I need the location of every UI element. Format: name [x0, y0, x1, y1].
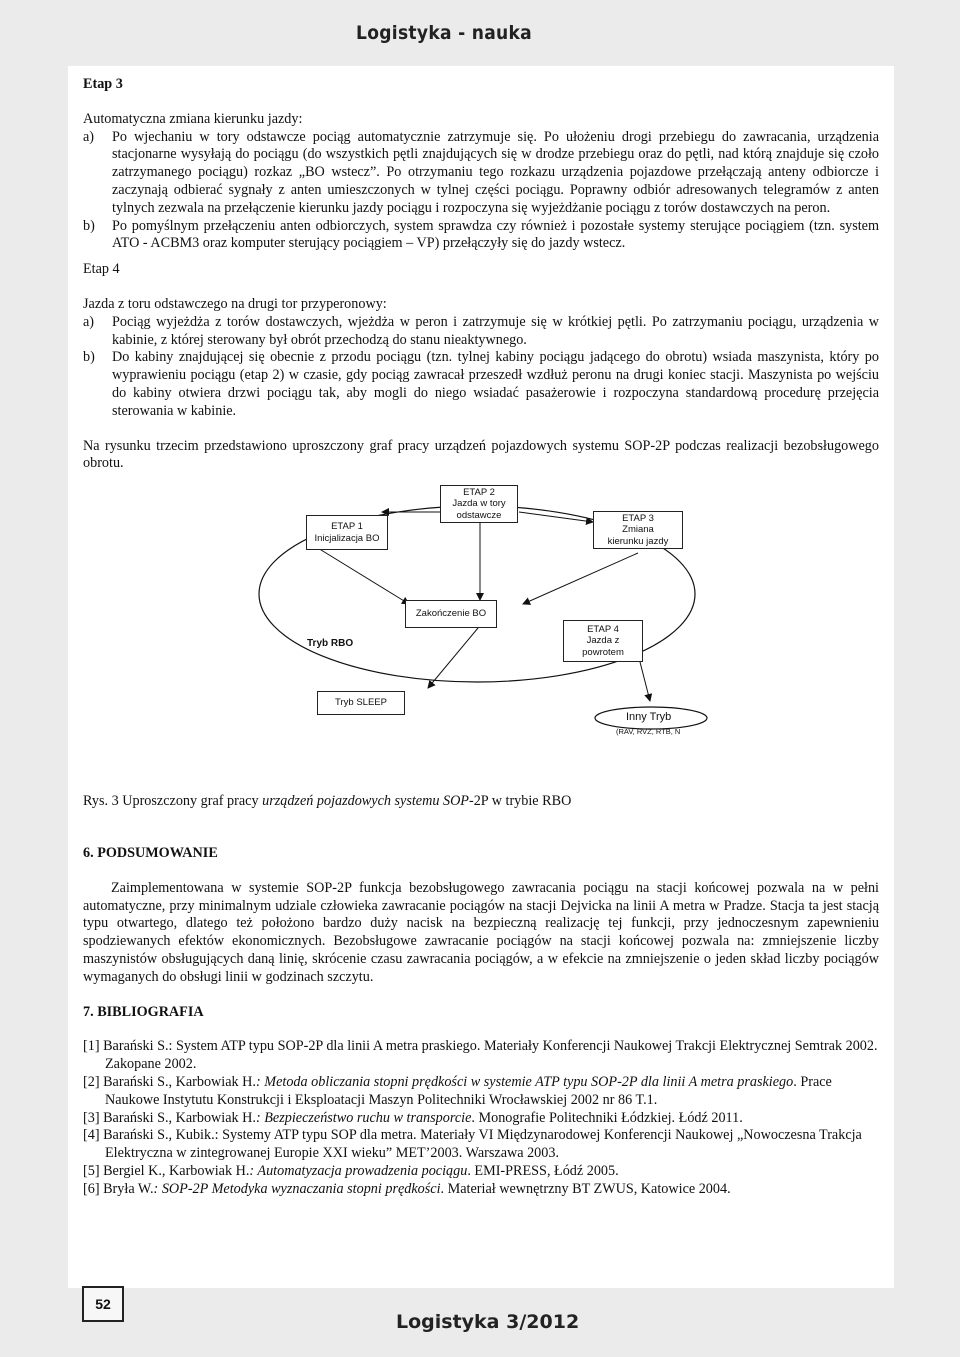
list-text: Pociąg wyjeżdża z torów dostawczych, wjeżdża w peron i zatrzymuje się w krótkiej pętli. Po zatrzymaniu pociągu, urządzenia w kabinie, z której sterowany był obrót przechodzą do stanu nieaktywnego. — [112, 313, 879, 348]
page-number: 52 — [82, 1286, 124, 1322]
caption-text: Rys. 3 Uproszczony graf pracy — [83, 793, 263, 810]
bib-author: Barański S. — [103, 1038, 169, 1055]
tryb-sleep-node — [317, 691, 405, 715]
bib-author: Barański S., Karbowiak H. — [103, 1073, 256, 1090]
bib-rest: . Materiały VI Międzynarodowej Konferencji Naukowej „Nowoczesna Trakcja Elektryczna w zintegrowanej Europie XXI wieku” MET’2003. Warszawa 2003. — [105, 1127, 862, 1162]
node-line: ETAP 1 — [331, 521, 363, 533]
bib-num: [1] — [83, 1038, 104, 1055]
inny-tryb-label: Inny Tryb — [626, 711, 672, 724]
edge-etap1-zakonczenie — [313, 545, 409, 604]
bib-author: Bergiel K., Karbowiak H. — [103, 1162, 250, 1179]
list-item — [83, 349, 879, 420]
bib-num: [6] — [83, 1180, 104, 1197]
node-line: Jazda z — [586, 635, 620, 647]
bib-title: : Systemy ATP typu SOP dla metra — [214, 1127, 413, 1144]
bib-item — [83, 1181, 879, 1199]
node-line: ETAP 3 — [622, 512, 654, 524]
article-content — [83, 76, 879, 1198]
inny-tryb-sub: (RAV, RVZ, RTB, N — [616, 727, 681, 737]
bib-author: Barański S., Kubik. — [103, 1127, 215, 1144]
bib-item — [83, 1110, 879, 1128]
etap3-node — [593, 511, 683, 549]
node-line: powrotem — [582, 646, 624, 658]
bib-num: [5] — [83, 1162, 104, 1179]
edge-zakonczenie-sleep — [428, 628, 478, 688]
etap2-node — [440, 485, 518, 523]
bib-title: : SOP-2P Metodyka wyznaczania stopni prędkości — [153, 1180, 441, 1197]
bib-item — [83, 1163, 879, 1181]
bib-item — [83, 1074, 879, 1110]
node-line: kierunku jazdy — [607, 535, 669, 547]
bib-rest: . Materiał wewnętrzny BT ZWUS, Katowice 2004. — [440, 1180, 731, 1197]
list-label: a) — [83, 128, 95, 145]
bib-num: [3] — [83, 1109, 104, 1126]
node-line: Jazda w tory — [452, 498, 506, 510]
bib-num: [2] — [83, 1073, 104, 1090]
diagram-edges — [83, 485, 879, 785]
bib-rest: . Monografie Politechniki Łódzkiej. Łódź 2011. — [471, 1109, 743, 1126]
work-graph-diagram — [83, 485, 879, 785]
bib-title: : Automatyzacja prowadzenia pociągu — [249, 1162, 468, 1179]
section6-text: Zaimplementowana w systemie SOP-2P funkcja bezobsługowego zawracania pociągu na stacji końcowej pozwala na w pełni automatyczne, przy minimalnym udziale człowieka zawracanie pociągów na stacji Dejvicka na linii A metra w Pradze. Stacja ta jest stacją typu otwartego, dlatego też położono bardzo duży nacisk na bezpieczną realizację tej funkcji, przy jednoczesnym zapewnieniu spodziewanych efektów ekonomicznych. Bezobsługowe zawracanie pociągów na stacji końcowej pozwala na: zmniejszenie liczby maszynistów obsługujących daną linię, skrócenie czasu zawracania pociągów, a w efekcie na zmniejszenie o jeden skład liczby pociągów wymaganych do obsługi linii w godzinach szczytu. — [83, 879, 879, 985]
etap4-node — [563, 620, 643, 662]
list-item — [83, 218, 879, 254]
zakonczenie-node — [405, 600, 497, 628]
list-item — [83, 129, 879, 218]
list-label: a) — [83, 313, 95, 330]
list-text: Po pomyślnym przełączeniu anten odbiorczych, system sprawdza czy również i pozostałe systemy sterujące pociągiem (tzn. system ATO - ACBM3 oraz komputer sterujący pociągiem – VP) przełączyły się do jazdy wstecz. — [112, 217, 879, 252]
section6-heading: 6. PODSUMOWANIE — [83, 844, 218, 861]
node-line: Tryb SLEEP — [335, 697, 387, 709]
caption-suffix: -2P w trybie RBO — [468, 793, 572, 810]
node-line: ETAP 4 — [587, 623, 619, 635]
journal-footer: Logistyka 3/2012 — [396, 1311, 580, 1333]
node-line: odstawcze — [456, 509, 502, 521]
node-line: Inicjalizacja BO — [314, 532, 380, 544]
bib-item — [83, 1127, 879, 1163]
node-line: Zakończenie BO — [415, 608, 487, 620]
bib-rest: . Materiały Konferencji Naukowej Trakcji Elektrycznej Semtrak 2002. Zakopane 2002. — [105, 1038, 878, 1073]
etap4-heading: Etap 4 — [83, 261, 120, 278]
bibliography-list — [83, 1038, 879, 1198]
journal-header: Logistyka - nauka — [356, 22, 532, 44]
edge-etap3-zakonczenie — [523, 553, 638, 604]
bib-item — [83, 1038, 879, 1074]
figure-caption — [83, 793, 879, 811]
figure-intro: Na rysunku trzecim przedstawiono uproszczony graf pracy urządzeń pojazdowych systemu SOP-2P podczas realizacji bezobsługowego obrotu. — [83, 437, 879, 472]
etap4-intro: Jazda z toru odstawczego na drugi tor przyperonowy: — [83, 295, 387, 312]
node-line: Zmiana — [622, 524, 654, 536]
list-label: b) — [83, 217, 95, 234]
list-text: Po wjechaniu w tory odstawcze pociąg automatycznie zatrzymuje się. Po ułożeniu drogi przebiegu do zawracania, urządzenia stacjonarne wysyłają do pociągu (do wszystkich pętli znajdujących się w drodze przebiegu oraz do pętli, nad którą znajduje się czoło zatrzymanego pociągu) rozkaz „BO wstecz”. Po otrzymaniu tego rozkazu urządzenia pojazdowe przełączają anteny odbiorcze i zaczynają odbierać sygnały z anten umieszczonych w tylnej części pociągu. Poprawny odbiór adresowanych telegramów z anten tylnych zezwala na przełączenie kierunku jazdy pociągu i rozpoczyna się wyjeżdżanie pociągu z torów dostawczych na peron. — [112, 128, 879, 216]
bib-author: Bryła W. — [103, 1180, 154, 1197]
section7-heading: 7. BIBLIOGRAFIA — [83, 1003, 204, 1020]
node-line: ETAP 2 — [463, 486, 495, 498]
bib-title: : Metoda obliczania stopni prędkości w systemie ATP typu SOP-2P dla linii A metra praskiego — [255, 1073, 794, 1090]
list-text: Do kabiny znajdującej się obecnie z przodu pociągu (tzn. tylnej kabiny pociągu jadącego do obrotu) wsiada maszynista, który po wyprawieniu pociągu (etap 2) w czasie, gdy pociąg zawracał przeszedł wzdłuż peronu na drugi koniec stacji. Maszynista po wejściu do kabiny otwiera drzwi pociągu tak, aby mogli do niego wsiadać pasażerowie i rozpoczyna standardową procedurę przejęcia sterowania w kabinie. — [112, 349, 879, 419]
tryb-rbo-label: Tryb RBO — [307, 638, 354, 650]
caption-italic: urządzeń pojazdowych systemu SOP — [262, 793, 469, 810]
etap3-heading: Etap 3 — [83, 76, 123, 92]
etap3-intro: Automatyczna zmiana kierunku jazdy: — [83, 110, 303, 127]
bib-title: : Bezpieczeństwo ruchu w transporcie — [255, 1109, 472, 1126]
etap1-node — [306, 515, 388, 550]
bib-author: Barański S., Karbowiak H. — [103, 1109, 256, 1126]
bib-rest: . EMI-PRESS, Łódź 2005. — [467, 1162, 619, 1179]
bib-title: : System ATP typu SOP-2P dla linii A metra praskiego — [168, 1038, 477, 1055]
list-item — [83, 314, 879, 350]
edge-etap4-innytryb — [640, 662, 650, 701]
bib-num: [4] — [83, 1127, 104, 1144]
bib-rest: . Prace Naukowe Instytutu Konstrukcji i Eksploatacji Maszyn Politechniki Wrocławskiej 2002 nr 86 T.1. — [105, 1073, 832, 1108]
list-label: b) — [83, 349, 95, 366]
